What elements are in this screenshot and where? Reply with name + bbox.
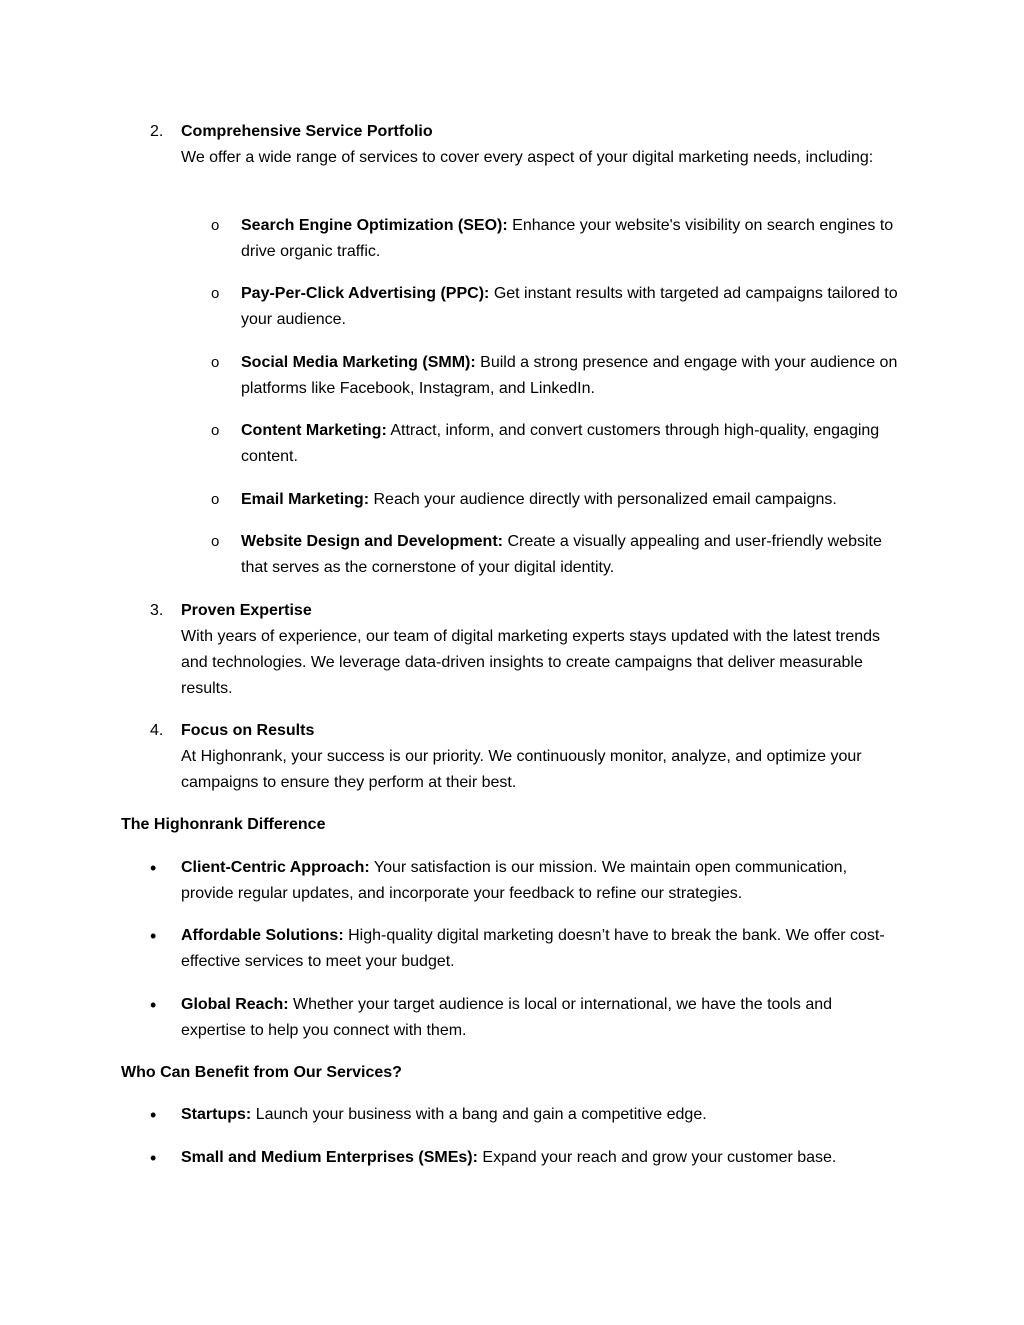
bullet-icon: • xyxy=(150,1105,157,1125)
item-term: Global Reach: xyxy=(181,996,289,1013)
item-text: Launch your business with a bang and gain a competitive edge. xyxy=(255,1106,707,1123)
circle-bullet-icon: o xyxy=(211,533,220,550)
list-number: 2. xyxy=(150,123,164,140)
section-heading: Who Can Benefit from Our Services? xyxy=(121,1064,402,1081)
list-number: 3. xyxy=(150,602,164,619)
item-term: Email Marketing: xyxy=(241,491,370,508)
item-text: Expand your reach and grow your customer base. xyxy=(482,1149,837,1166)
circle-bullet-icon: o xyxy=(211,217,220,234)
section-heading: The Highonrank Difference xyxy=(121,816,326,833)
item-term: Social Media Marketing (SMM): xyxy=(241,354,476,371)
item-term: Small and Medium Enterprises (SMEs): xyxy=(181,1149,478,1166)
item-text: We offer a wide range of services to cover every aspect of your digital marketing needs, including: xyxy=(181,149,874,166)
item-text: At Highonrank, your success is our priority. We continuously monitor, analyze, and optimize your campaigns to ensure they perform at their best. xyxy=(181,748,862,791)
item-text: Enhance your website's visibility on search engines to drive organic traffic. xyxy=(241,217,894,260)
circle-bullet-icon: o xyxy=(211,354,220,371)
bullet-icon: • xyxy=(150,995,157,1015)
circle-bullet-icon: o xyxy=(211,285,220,302)
item-text: With years of experience, our team of digital marketing experts stays updated with the latest trends and technologies. We leverage data-driven insights to create campaigns that deliver measurable results. xyxy=(181,628,881,697)
item-term: Search Engine Optimization (SEO): xyxy=(241,217,508,234)
bullet-icon: • xyxy=(150,926,157,946)
bullet-icon: • xyxy=(150,858,157,878)
item-term: Startups: xyxy=(181,1106,252,1123)
item-title: Comprehensive Service Portfolio xyxy=(181,123,433,140)
item-term: Affordable Solutions: xyxy=(181,927,344,944)
list-number: 4. xyxy=(150,722,164,739)
item-text: Whether your target audience is local or international, we have the tools and expertise to help you connect with them. xyxy=(181,996,833,1039)
circle-bullet-icon: o xyxy=(211,422,220,439)
bullet-icon: • xyxy=(150,1148,157,1168)
item-term: Pay-Per-Click Advertising (PPC): xyxy=(241,285,490,302)
item-text: Create a visually appealing and user-friendly website that serves as the cornerstone of your digital identity. xyxy=(241,533,882,576)
item-term: Website Design and Development: xyxy=(241,533,503,550)
item-text: Get instant results with targeted ad campaigns tailored to your audience. xyxy=(241,285,898,328)
item-text: Reach your audience directly with personalized email campaigns. xyxy=(373,491,837,508)
item-title: Focus on Results xyxy=(181,722,315,739)
item-term: Content Marketing: xyxy=(241,422,387,439)
item-text: Your satisfaction is our mission. We maintain open communication, provide regular updates, and incorporate your feedback to refine our strategies. xyxy=(181,859,848,902)
item-term: Client-Centric Approach: xyxy=(181,859,370,876)
item-text: Build a strong presence and engage with your audience on platforms like Facebook, Instagram, and LinkedIn. xyxy=(241,354,898,397)
item-text: High-quality digital marketing doesn’t have to break the bank. We offer cost-effective services to meet your budget. xyxy=(181,927,885,970)
circle-bullet-icon: o xyxy=(211,491,220,508)
item-title: Proven Expertise xyxy=(181,602,312,619)
item-text: Attract, inform, and convert customers through high-quality, engaging content. xyxy=(241,422,880,465)
